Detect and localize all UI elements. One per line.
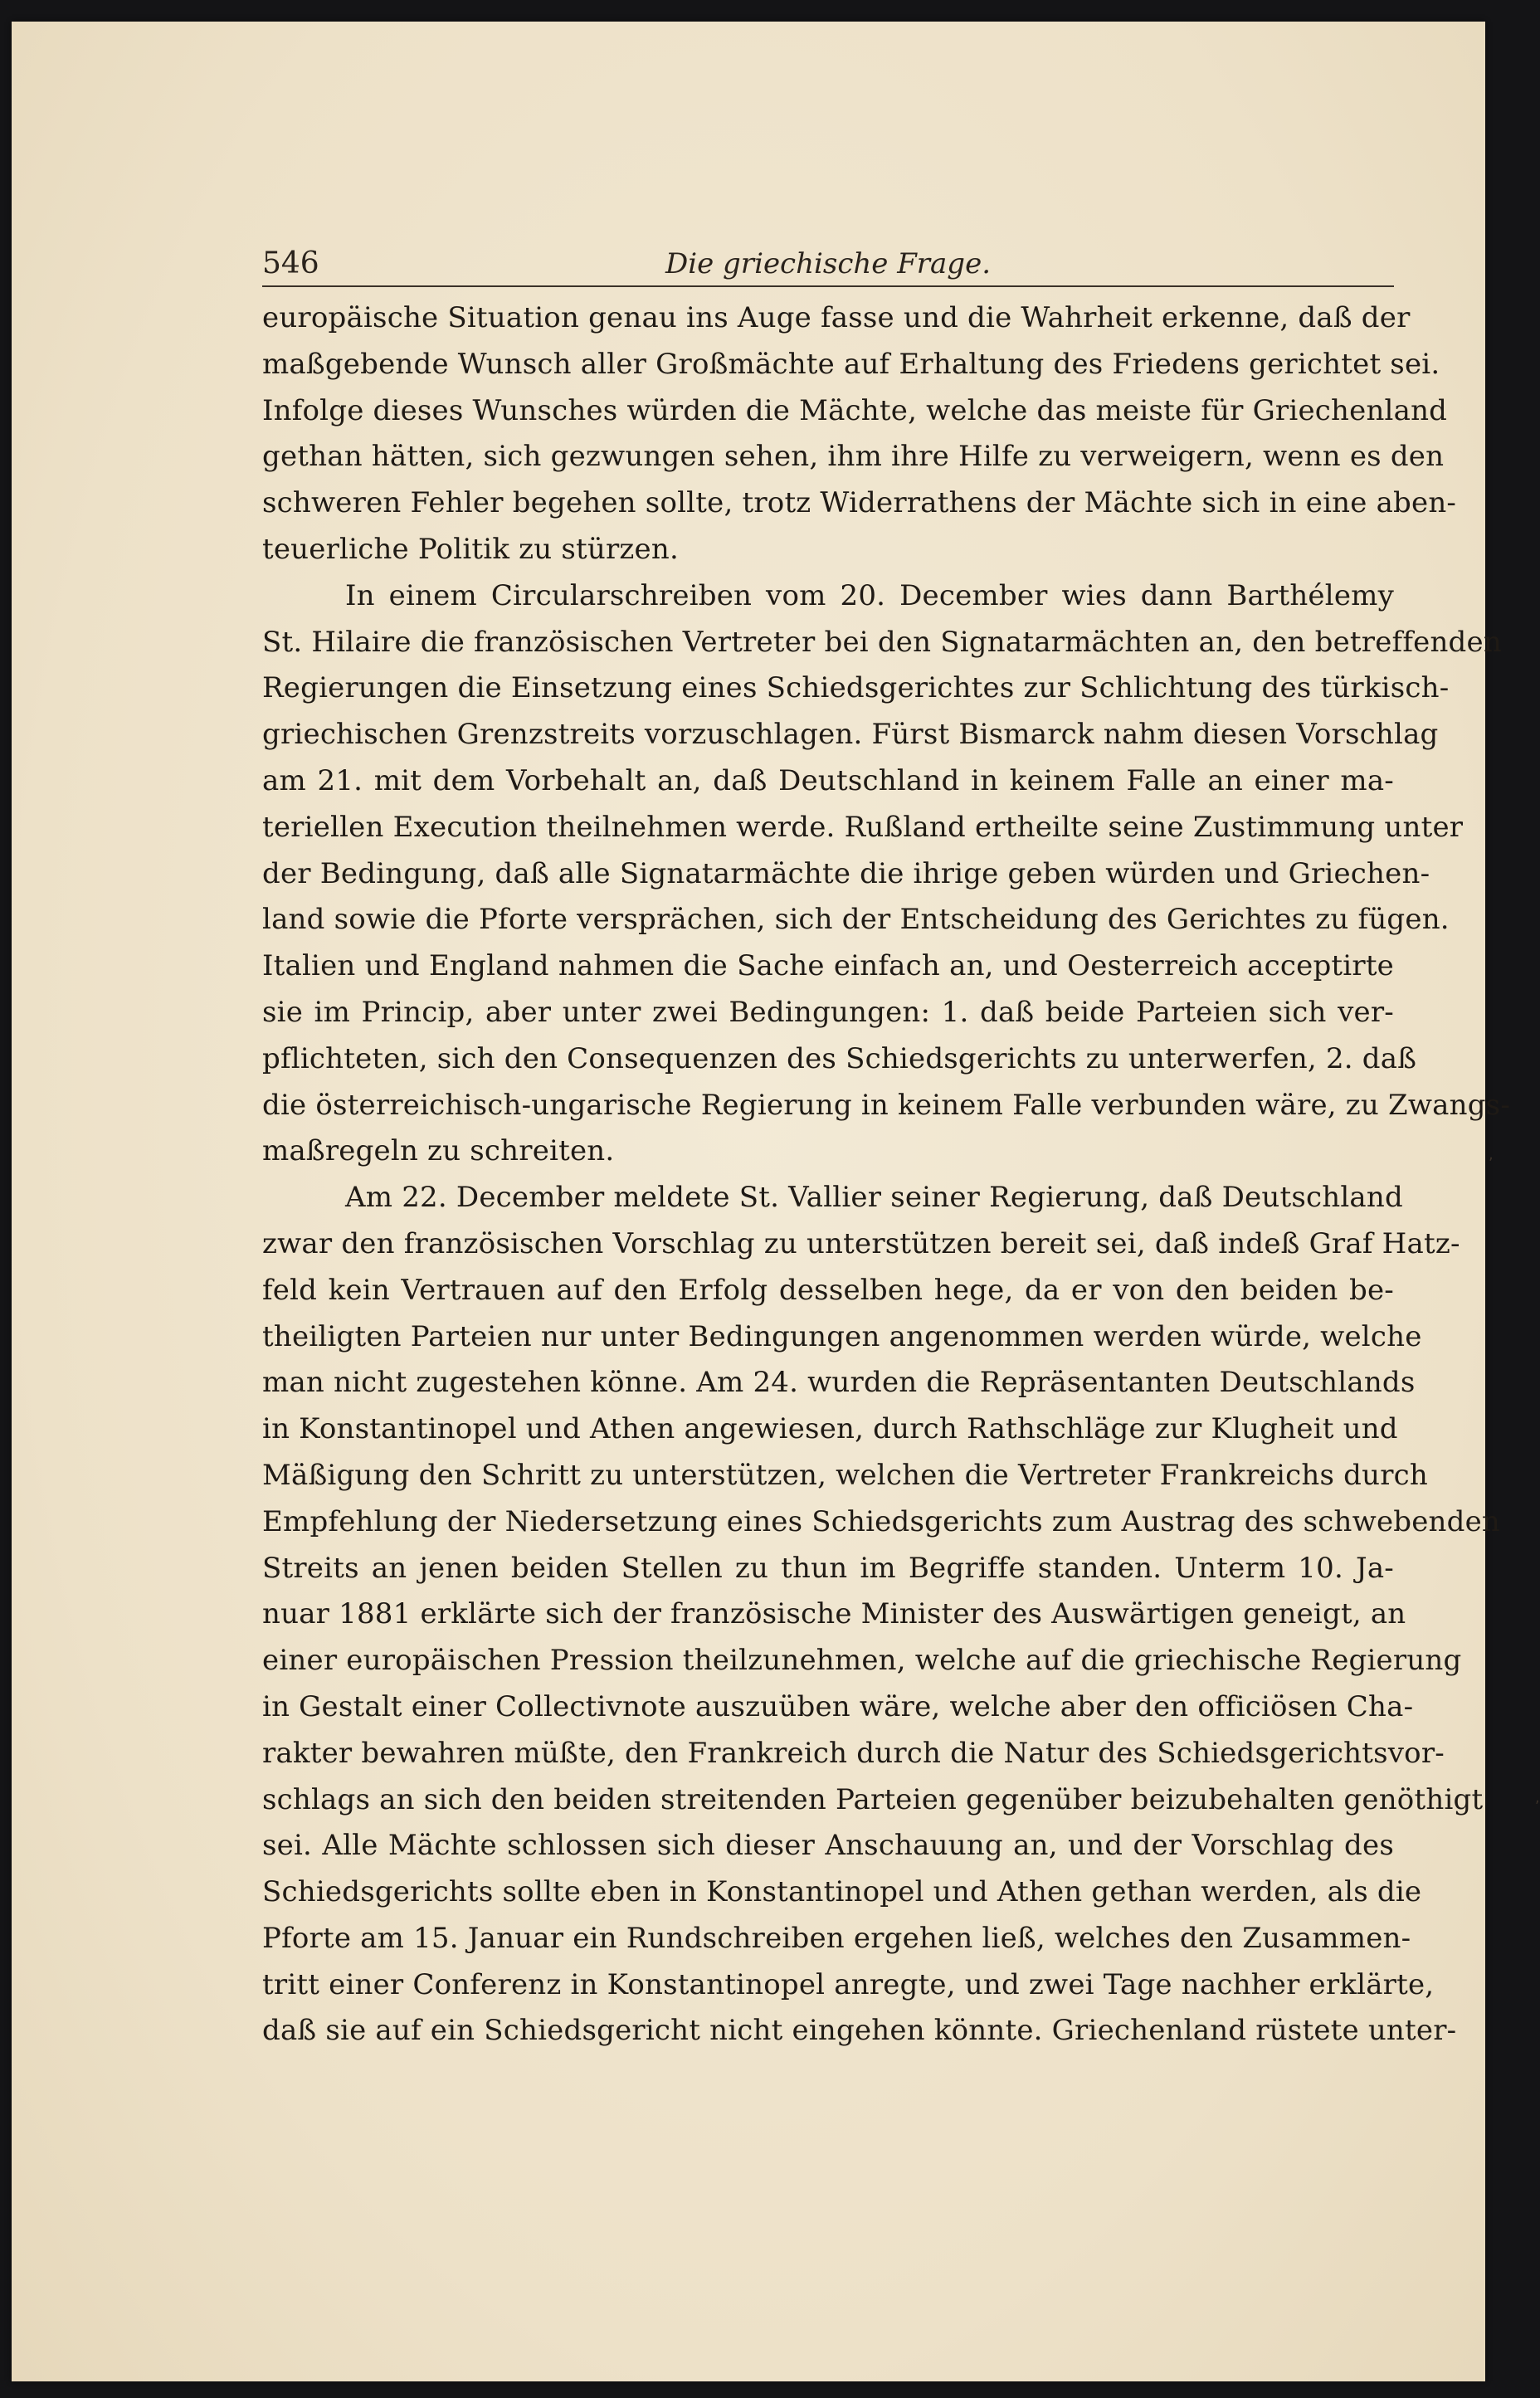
text-line: griechischen Grenzstreits vorzuschlagen. Fürst Bismarck nahm diesen Vorschlag	[262, 718, 1439, 752]
text-line: teuerliche Politik zu stürzen.	[262, 532, 679, 566]
text-line: sie im Princip, aber unter zwei Bedingungen: 1. daß beide Parteien sich ver-	[262, 995, 1394, 1029]
text-line: Am 22. December meldete St. Vallier seiner Regierung, daß Deutschland	[345, 1181, 1403, 1215]
running-title: Die griechische Frage.	[665, 247, 991, 280]
text-line: in Gestalt einer Collectivnote auszuüben wäre, welche aber den officiösen Cha-	[262, 1689, 1414, 1723]
book-page	[12, 22, 1540, 2381]
text-line: maßgebende Wunsch aller Großmächte auf Erhaltung des Friedens gerichtet sei.	[262, 347, 1440, 381]
text-line: schlags an sich den beiden streitenden Parteien gegenüber beizubehalten genöthigt	[262, 1782, 1484, 1816]
text-line: maßregeln zu schreiten.	[262, 1134, 615, 1168]
text-line: einer europäischen Pression theilzunehmen, welche auf die griechische Regierung	[262, 1644, 1462, 1678]
text-line: europäische Situation genau ins Auge fasse und die Wahrheit erkenne, daß der	[262, 301, 1411, 334]
text-line: zwar den französischen Vorschlag zu unterstützen bereit sei, daß indeß Graf Hatz-	[262, 1226, 1460, 1260]
text-line: gethan hätten, sich gezwungen sehen, ihm ihre Hilfe zu verweigern, wenn es den	[262, 440, 1445, 474]
body-text	[262, 295, 1511, 2054]
text-line: land sowie die Pforte versprächen, sich der Entscheidung des Gerichtes zu fügen.	[262, 903, 1450, 937]
text-line: Italien und England nahmen die Sache einfach an, und Oesterreich acceptirte	[262, 949, 1394, 983]
text-line: Pforte am 15. Januar ein Rundschreiben ergehen ließ, welches den Zusammen-	[262, 1921, 1411, 1955]
text-line: Streits an jenen beiden Stellen zu thun im Begriffe standen. Unterm 10. Ja-	[262, 1551, 1394, 1585]
text-line: Infolge dieses Wunsches würden die Mächte, welche das meiste für Griechenland	[262, 393, 1448, 427]
text-line: nuar 1881 erklärte sich der französische Minister des Auswärtigen geneigt, an	[262, 1597, 1406, 1631]
text-line: St. Hilaire die französischen Vertreter bei den Signatarmächten an, den betreffenden	[262, 625, 1502, 659]
page-header	[262, 239, 1394, 287]
text-line: am 21. mit dem Vorbehalt an, daß Deutschland in keinem Falle an einer ma-	[262, 763, 1394, 797]
text-line: Regierungen die Einsetzung eines Schiedsgerichtes zur Schlichtung des türkisch-	[262, 671, 1450, 705]
text-line: daß sie auf ein Schiedsgericht nicht eingehen könnte. Griechenland rüstete unter-	[262, 2014, 1457, 2048]
text-line: Empfehlung der Niedersetzung eines Schiedsgerichts zum Austrag des schwebenden	[262, 1504, 1501, 1538]
text-line: feld kein Vertrauen auf den Erfolg desselben hege, da er von den beiden be-	[262, 1273, 1394, 1307]
margin-mark: ,	[1489, 1146, 1494, 1163]
text-line: In einem Circularschreiben vom 20. December wies dann Barthélemy	[345, 578, 1394, 612]
text-line: sei. Alle Mächte schlossen sich dieser Anschauung an, und der Vorschlag des	[262, 1829, 1394, 1863]
paragraph	[262, 573, 1511, 1175]
text-line: Schiedsgerichts sollte eben in Konstantinopel und Athen gethan werden, als die	[262, 1875, 1422, 1909]
paragraph	[262, 1175, 1501, 2054]
text-line: rakter bewahren müßte, den Frankreich durch die Natur des Schiedsgerichtsvor-	[262, 1736, 1445, 1770]
text-line: theiligten Parteien nur unter Bedingungen angenommen werden würde, welche	[262, 1319, 1422, 1353]
text-line: pflichteten, sich den Consequenzen des Schiedsgerichts zu unterwerfen, 2. daß	[262, 1041, 1417, 1075]
text-line: teriellen Execution theilnehmen werde. Rußland ertheilte seine Zustimmung unter	[262, 810, 1464, 844]
text-line: man nicht zugestehen könne. Am 24. wurden die Repräsentanten Deutschlands	[262, 1366, 1416, 1400]
margin-mark: ,	[1535, 1789, 1540, 1806]
text-line: in Konstantinopel und Athen angewiesen, durch Rathschläge zur Klugheit und	[262, 1412, 1398, 1446]
page-number: 546	[262, 246, 319, 280]
paragraph	[262, 295, 1457, 573]
text-line: die österreichisch-ungarische Regierung in keinem Falle verbunden wäre, zu Zwangs-	[262, 1088, 1511, 1122]
text-line: der Bedingung, daß alle Signatarmächte die ihrige geben würden und Griechen-	[262, 856, 1430, 890]
text-line: Mäßigung den Schritt zu unterstützen, welchen die Vertreter Frankreichs durch	[262, 1458, 1428, 1492]
text-line: schweren Fehler begehen sollte, trotz Widerrathens der Mächte sich in eine aben-	[262, 486, 1457, 520]
text-line: tritt einer Conferenz in Konstantinopel anregte, und zwei Tage nachher erklärte,	[262, 1967, 1435, 2001]
